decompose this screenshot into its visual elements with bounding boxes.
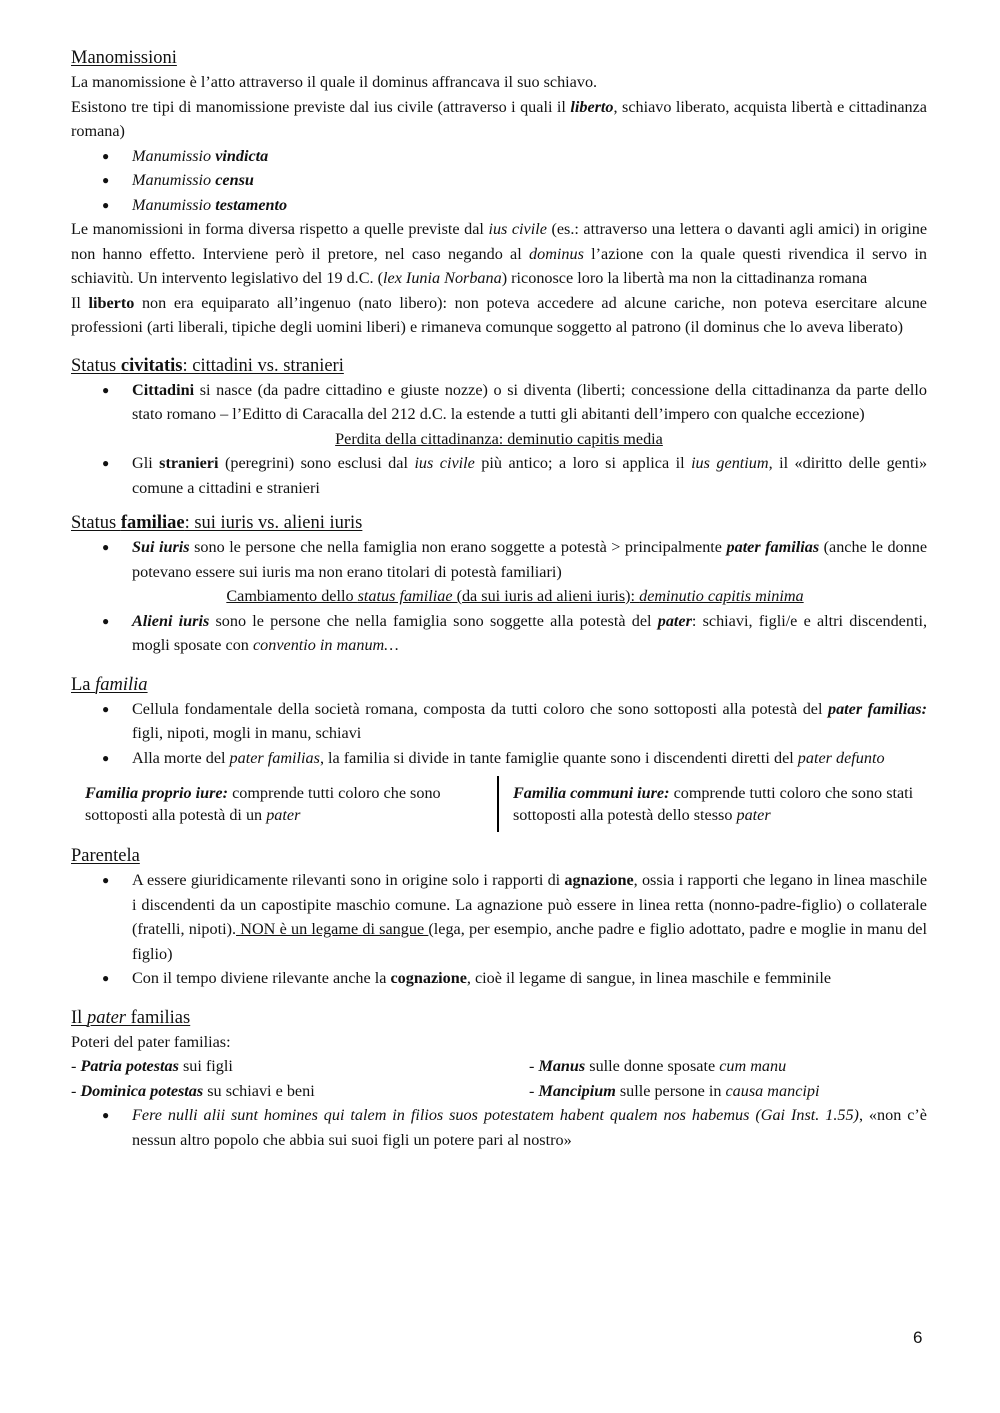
paragraph: Il liberto non era equiparato all’ingenuo (nato libero): non poteva accedere ad alcune cariche, non poteva esercitare alcune professioni (arti liberali, tipiche degli uomini liberi) e rimaneva comunque soggetto al patrono (il dominus che lo aveva liberato): [71, 293, 927, 336]
powers-row: [71, 1054, 927, 1079]
bullet-list: [71, 868, 927, 991]
paragraph: Esistono tre tipi di manomissione previste dal ius civile (attraverso i quali il liberto, schiavo liberato, acquista libertà e cittadinanza romana): [71, 97, 927, 140]
bullet-list: [71, 535, 927, 584]
power-item: - Mancipium sulle persone in causa mancipi: [529, 1081, 820, 1100]
bullet-list: [71, 609, 927, 658]
section-title-familiae: Status familiae: sui iuris vs. alieni iuris: [71, 513, 363, 533]
section-title-familia: La familia: [71, 674, 148, 695]
paragraph: La manomissione è l’atto attraverso il quale il dominus affrancava il suo schiavo.: [71, 73, 598, 91]
familia-table: [71, 776, 927, 832]
list-item: ● Cellula fondamentale della società romana, composta da tutti coloro che sono sottoposti alla potestà del pater familias: figli, nipoti, mogli in manu, schiavi: [71, 697, 927, 746]
power-item: - Manus sulle donne sposate cum manu: [529, 1057, 787, 1075]
bullet-list: [71, 451, 927, 500]
list-item: ● Fere nulli alii sunt homines qui talem in filios suos potestatem habent qualem nos habemus (Gai Inst. 1.55), «non c’è nessun altro popolo che abbia sui suoi figli un potere pari al nostro»: [71, 1103, 927, 1152]
table-cell-right: Familia communi iure: comprende tutti coloro che sono stati sottoposti alla potestà dello stesso pater: [513, 784, 914, 824]
list-item: ● Sui iuris sono le persone che nella famiglia non erano soggette a potestà > principalmente pater familias (anche le donne potevano essere sui iuris ma non erano titolari di potestà familiari): [71, 535, 927, 584]
power-item: - Dominica potestas su schiavi e beni: [71, 1081, 315, 1100]
powers-row: [71, 1079, 927, 1104]
list-item: ● Alieni iuris sono le persone che nella famiglia sono soggette alla potestà del pater: schiavi, figli/e e altri discendenti, mogli sposate con conventio in manum…: [71, 609, 927, 658]
table-cell-left: Familia proprio iure: comprende tutti coloro che sono sottoposti alla potestà di un pater: [71, 776, 499, 832]
bullet-list: [71, 697, 927, 771]
bullet-list: [71, 1103, 927, 1152]
list-item: ● Alla morte del pater familias, la familia si divide in tante famiglie quante sono i discendenti diretti del pater defunto: [71, 746, 927, 771]
list-item: ● A essere giuridicamente rilevanti sono in origine solo i rapporti di agnazione, ossia i rapporti che legano in linea maschile i discendenti da un capostipite maschio comune. La agnazione può essere in linea retta (nonno-padre-figlio) o collaterale (fratelli, nipoti). NON è un legame di sangue (lega, per esempio, anche padre e figlio adottato, padre e moglie in manu del figlio): [71, 868, 927, 966]
paragraph: Poteri del pater familias:: [71, 1032, 231, 1051]
page-number: 6: [913, 1328, 923, 1347]
list-item: ● Cittadini si nasce (da padre cittadino e giuste nozze) o si diventa (liberti; concessione della cittadinanza da parte dello stato romano – l’Editto di Caracalla del 212 d.C. la estende a tutti gli abitanti dell’impero con qualche eccezione): [71, 378, 927, 427]
page-content: [71, 46, 927, 1152]
list-item: ● Manumissio vindicta: [71, 144, 927, 169]
paragraph: Le manomissioni in forma diversa rispetto a quelle previste dal ius civile (es.: attraverso una lettera o davanti agli amici) in origine non hanno effetto. Interviene però il pretore, nel caso negando al dominus l’azione con la quale questi rivendica il servo in schiavitù. Un intervento legislativo del 19 d.C. (lex Iunia Norbana) riconosce loro la libertà ma non la cittadinanza romana: [71, 220, 928, 287]
bullet-list: [71, 378, 927, 427]
section-title-parentela: Parentela: [71, 846, 140, 866]
list-item: ● Con il tempo diviene rilevante anche la cognazione, cioè il legame di sangue, in linea maschile e femminile: [71, 966, 927, 991]
section-title-pater: Il pater familias: [71, 1007, 191, 1028]
section-title-manomissioni: Manomissioni: [71, 48, 177, 68]
power-item: - Patria potestas sui figli: [71, 1057, 233, 1075]
list-item: ● Gli stranieri (peregrini) sono esclusi dal ius civile più antico; a loro si applica il ius gentium, il «diritto delle genti» comune a cittadini e stranieri: [71, 451, 927, 500]
centered-note: Cambiamento dello status familiae (da sui iuris ad alieni iuris): deminutio capitis minima: [226, 587, 804, 605]
centered-note: Perdita della cittadinanza: deminutio capitis media: [335, 429, 663, 448]
bullet-list: [71, 144, 927, 218]
section-title-civitatis: Status civitatis: cittadini vs. stranieri: [71, 355, 344, 376]
list-item: ● Manumissio testamento: [71, 193, 927, 218]
list-item: ● Manumissio censu: [71, 168, 927, 193]
